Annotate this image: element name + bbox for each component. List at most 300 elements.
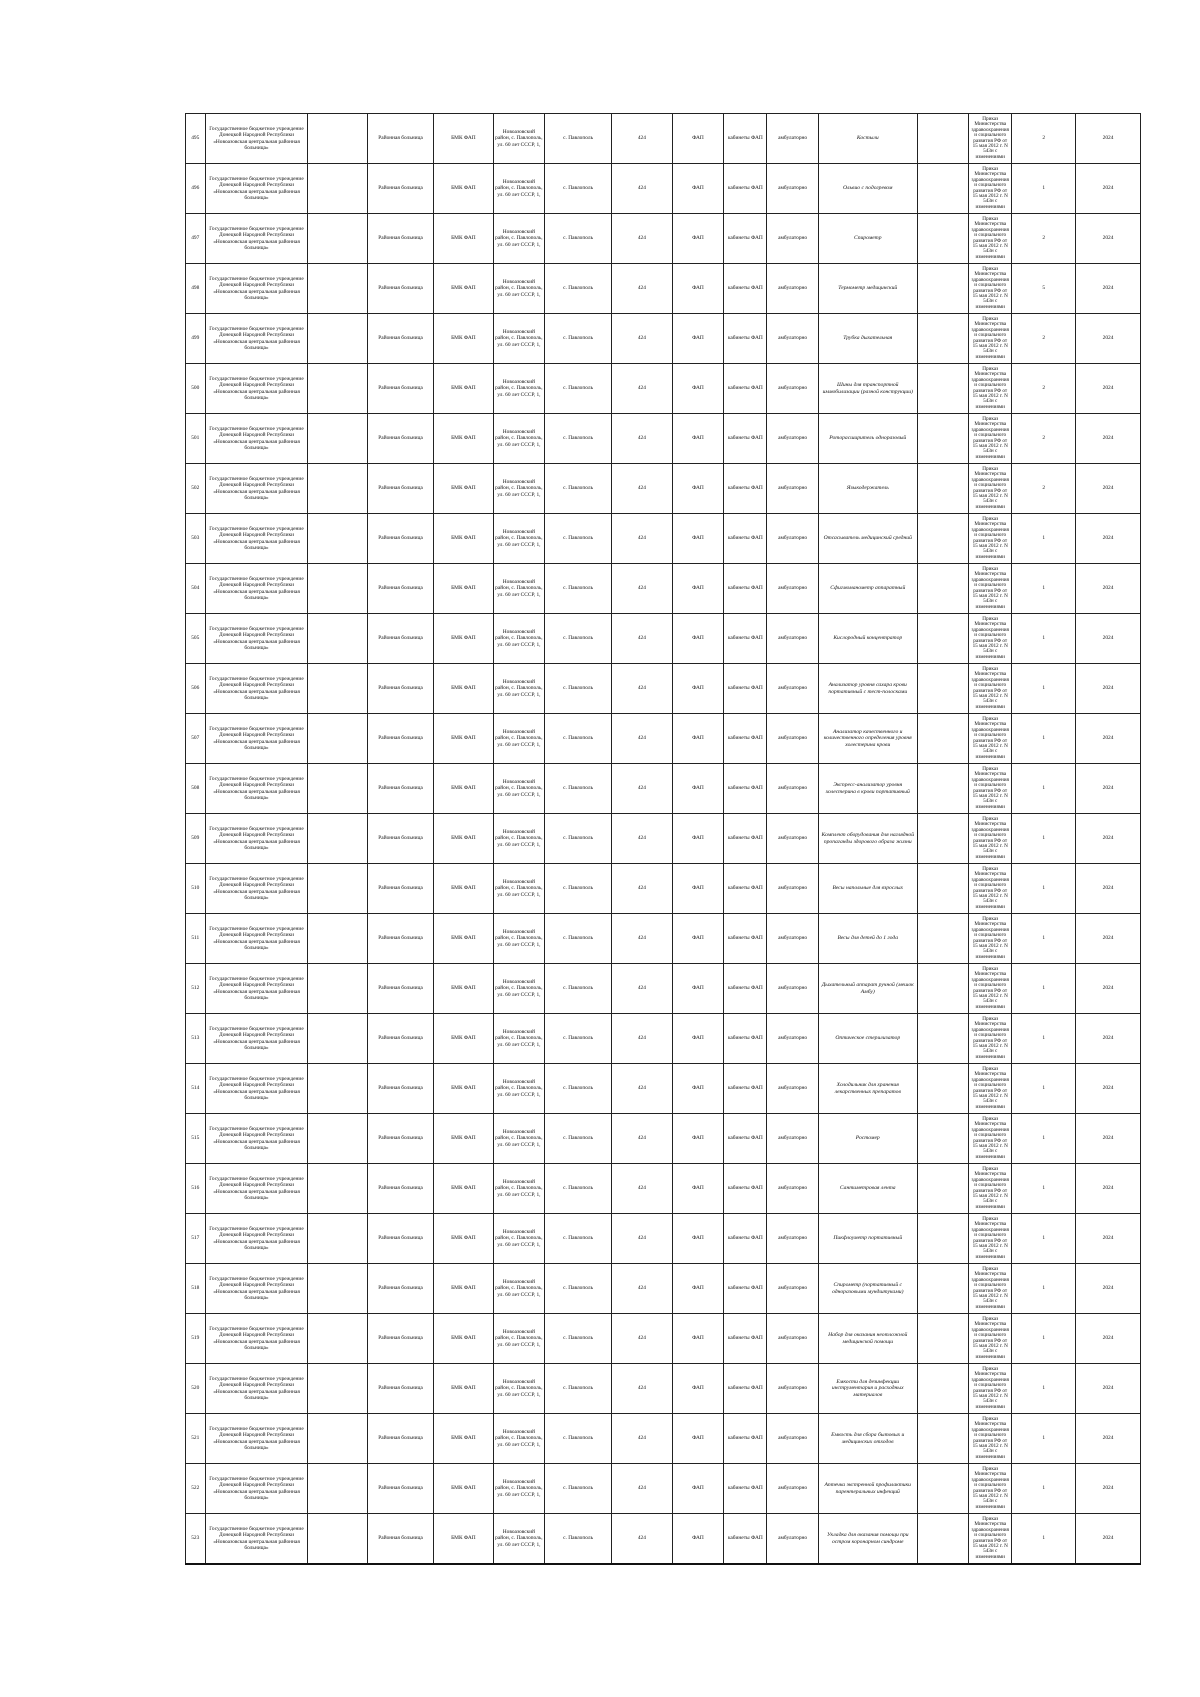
empty-cell xyxy=(308,914,368,964)
address-cell: Новоазовский район, с. Павлополь, ул. 60 лет СССР, 1, xyxy=(493,264,544,314)
hospital-type-cell: Районная больница xyxy=(368,1364,434,1414)
year-cell: 2024 xyxy=(1076,1014,1141,1064)
room-cell: кабинеты ФАП xyxy=(724,764,767,814)
population-cell: 424 xyxy=(612,364,673,414)
room-cell: кабинеты ФАП xyxy=(724,1264,767,1314)
equipment-item-cell: Холодильник для хранения лекарственных препаратов xyxy=(818,1064,917,1114)
year-cell: 2024 xyxy=(1076,214,1141,264)
address-cell: Новоазовский район, с. Павлополь, ул. 60 лет СССР, 1, xyxy=(493,1314,544,1364)
year-cell: 2024 xyxy=(1076,164,1141,214)
care-type-cell: амбулаторно xyxy=(767,214,818,264)
care-type-cell: амбулаторно xyxy=(767,314,818,364)
facility-cell: ФАП xyxy=(672,864,723,914)
equipment-item-cell: Спирометр xyxy=(818,214,917,264)
table-row xyxy=(186,664,1141,714)
address-cell: Новоазовский район, с. Павлополь, ул. 60 лет СССР, 1, xyxy=(493,664,544,714)
room-cell: кабинеты ФАП xyxy=(724,1364,767,1414)
row-number-cell: 496 xyxy=(186,164,206,214)
regulation-cell: Приказ Министерства здравоохранения и социального развития РФ от 15 мая 2012 г. N 543н с изменениями xyxy=(969,214,1012,264)
address-cell: Новоазовский район, с. Павлополь, ул. 60 лет СССР, 1, xyxy=(493,314,544,364)
unit-cell: БМК ФАП xyxy=(434,1064,494,1114)
care-type-cell: амбулаторно xyxy=(767,814,818,864)
population-cell: 424 xyxy=(612,214,673,264)
empty-cell xyxy=(308,1514,368,1565)
quantity-cell: 1 xyxy=(1012,964,1076,1014)
empty-cell xyxy=(308,364,368,414)
regulation-cell: Приказ Министерства здравоохранения и социального развития РФ от 15 мая 2012 г. N 543н с изменениями xyxy=(969,814,1012,864)
empty-cell xyxy=(308,1464,368,1514)
row-number-cell: 509 xyxy=(186,814,206,864)
year-cell: 2024 xyxy=(1076,964,1141,1014)
care-type-cell: амбулаторно xyxy=(767,1214,818,1264)
table-row xyxy=(186,314,1141,364)
empty-cell xyxy=(308,164,368,214)
settlement-cell: с. Павлополь xyxy=(545,1314,612,1364)
organization-cell: Государственное бюджетное учреждение Донецкой Народной Республики «Новоазовская центральная районная больница» xyxy=(205,1314,308,1364)
row-number-cell: 511 xyxy=(186,914,206,964)
quantity-cell: 1 xyxy=(1012,914,1076,964)
care-type-cell: амбулаторно xyxy=(767,1514,818,1565)
empty-cell xyxy=(917,914,968,964)
population-cell: 424 xyxy=(612,1164,673,1214)
population-cell: 424 xyxy=(612,1064,673,1114)
facility-cell: ФАП xyxy=(672,1364,723,1414)
row-number-cell: 507 xyxy=(186,714,206,764)
regulation-cell: Приказ Министерства здравоохранения и социального развития РФ от 15 мая 2012 г. N 543н с изменениями xyxy=(969,764,1012,814)
year-cell: 2024 xyxy=(1076,1314,1141,1364)
organization-cell: Государственное бюджетное учреждение Донецкой Народной Республики «Новоазовская центральная районная больница» xyxy=(205,514,308,564)
hospital-type-cell: Районная больница xyxy=(368,464,434,514)
year-cell: 2024 xyxy=(1076,914,1141,964)
facility-cell: ФАП xyxy=(672,1214,723,1264)
row-number-cell: 521 xyxy=(186,1414,206,1464)
settlement-cell: с. Павлополь xyxy=(545,264,612,314)
room-cell: кабинеты ФАП xyxy=(724,814,767,864)
regulation-cell: Приказ Министерства здравоохранения и социального развития РФ от 15 мая 2012 г. N 543н с изменениями xyxy=(969,864,1012,914)
facility-cell: ФАП xyxy=(672,1264,723,1314)
settlement-cell: с. Павлополь xyxy=(545,1514,612,1565)
row-number-cell: 520 xyxy=(186,1364,206,1414)
equipment-item-cell: Кислородный концентратор xyxy=(818,614,917,664)
regulation-cell: Приказ Министерства здравоохранения и социального развития РФ от 15 мая 2012 г. N 543н с изменениями xyxy=(969,664,1012,714)
settlement-cell: с. Павлополь xyxy=(545,1164,612,1214)
address-cell: Новоазовский район, с. Павлополь, ул. 60 лет СССР, 1, xyxy=(493,1164,544,1214)
empty-cell xyxy=(308,714,368,764)
empty-cell xyxy=(308,864,368,914)
population-cell: 424 xyxy=(612,514,673,564)
organization-cell: Государственное бюджетное учреждение Донецкой Народной Республики «Новоазовская центральная районная больница» xyxy=(205,1214,308,1264)
settlement-cell: с. Павлополь xyxy=(545,514,612,564)
equipment-item-cell: Экспресс-анализатор уровня холестерина в крови портативный xyxy=(818,764,917,814)
table-row xyxy=(186,1214,1141,1264)
empty-cell xyxy=(308,464,368,514)
settlement-cell: с. Павлополь xyxy=(545,864,612,914)
care-type-cell: амбулаторно xyxy=(767,464,818,514)
hospital-type-cell: Районная больница xyxy=(368,1064,434,1114)
empty-cell xyxy=(917,564,968,614)
hospital-type-cell: Районная больница xyxy=(368,514,434,564)
year-cell: 2024 xyxy=(1076,1114,1141,1164)
hospital-type-cell: Районная больница xyxy=(368,814,434,864)
quantity-cell: 1 xyxy=(1012,864,1076,914)
unit-cell: БМК ФАП xyxy=(434,814,494,864)
quantity-cell: 1 xyxy=(1012,1064,1076,1114)
table-row xyxy=(186,414,1141,464)
organization-cell: Государственное бюджетное учреждение Донецкой Народной Республики «Новоазовская центральная районная больница» xyxy=(205,414,308,464)
hospital-type-cell: Районная больница xyxy=(368,1114,434,1164)
empty-cell xyxy=(308,764,368,814)
empty-cell xyxy=(308,1264,368,1314)
settlement-cell: с. Павлополь xyxy=(545,1214,612,1264)
regulation-cell: Приказ Министерства здравоохранения и социального развития РФ от 15 мая 2012 г. N 543н с изменениями xyxy=(969,514,1012,564)
hospital-type-cell: Районная больница xyxy=(368,1314,434,1364)
room-cell: кабинеты ФАП xyxy=(724,214,767,264)
organization-cell: Государственное бюджетное учреждение Донецкой Народной Республики «Новоазовская центральная районная больница» xyxy=(205,214,308,264)
empty-cell xyxy=(917,164,968,214)
year-cell: 2024 xyxy=(1076,764,1141,814)
empty-cell xyxy=(917,264,968,314)
population-cell: 424 xyxy=(612,664,673,714)
regulation-cell: Приказ Министерства здравоохранения и социального развития РФ от 15 мая 2012 г. N 543н с изменениями xyxy=(969,614,1012,664)
equipment-item-cell: Ростомер xyxy=(818,1114,917,1164)
row-number-cell: 508 xyxy=(186,764,206,814)
facility-cell: ФАП xyxy=(672,1314,723,1364)
table-row xyxy=(186,1364,1141,1414)
address-cell: Новоазовский район, с. Павлополь, ул. 60 лет СССР, 1, xyxy=(493,614,544,664)
unit-cell: БМК ФАП xyxy=(434,364,494,414)
care-type-cell: амбулаторно xyxy=(767,364,818,414)
unit-cell: БМК ФАП xyxy=(434,1314,494,1364)
organization-cell: Государственное бюджетное учреждение Донецкой Народной Республики «Новоазовская центральная районная больница» xyxy=(205,114,308,164)
unit-cell: БМК ФАП xyxy=(434,1114,494,1164)
row-number-cell: 522 xyxy=(186,1464,206,1514)
care-type-cell: амбулаторно xyxy=(767,664,818,714)
address-cell: Новоазовский район, с. Павлополь, ул. 60 лет СССР, 1, xyxy=(493,564,544,614)
facility-cell: ФАП xyxy=(672,814,723,864)
unit-cell: БМК ФАП xyxy=(434,464,494,514)
table-row xyxy=(186,1064,1141,1114)
empty-cell xyxy=(917,664,968,714)
quantity-cell: 1 xyxy=(1012,1264,1076,1314)
care-type-cell: амбулаторно xyxy=(767,614,818,664)
year-cell: 2024 xyxy=(1076,514,1141,564)
population-cell: 424 xyxy=(612,1014,673,1064)
population-cell: 424 xyxy=(612,814,673,864)
population-cell: 424 xyxy=(612,1264,673,1314)
room-cell: кабинеты ФАП xyxy=(724,264,767,314)
care-type-cell: амбулаторно xyxy=(767,764,818,814)
facility-cell: ФАП xyxy=(672,1514,723,1565)
empty-cell xyxy=(917,464,968,514)
population-cell: 424 xyxy=(612,614,673,664)
regulation-cell: Приказ Министерства здравоохранения и социального развития РФ от 15 мая 2012 г. N 543н с изменениями xyxy=(969,1264,1012,1314)
year-cell: 2024 xyxy=(1076,814,1141,864)
table-row xyxy=(186,614,1141,664)
regulation-cell: Приказ Министерства здравоохранения и социального развития РФ от 15 мая 2012 г. N 543н с изменениями xyxy=(969,164,1012,214)
hospital-type-cell: Районная больница xyxy=(368,1214,434,1264)
regulation-cell: Приказ Министерства здравоохранения и социального развития РФ от 15 мая 2012 г. N 543н с изменениями xyxy=(969,1164,1012,1214)
equipment-item-cell: Набор для оказания неотложной медицинской помощи xyxy=(818,1314,917,1364)
facility-cell: ФАП xyxy=(672,264,723,314)
facility-cell: ФАП xyxy=(672,914,723,964)
facility-cell: ФАП xyxy=(672,1414,723,1464)
room-cell: кабинеты ФАП xyxy=(724,664,767,714)
year-cell: 2024 xyxy=(1076,1164,1141,1214)
row-number-cell: 495 xyxy=(186,114,206,164)
hospital-type-cell: Районная больница xyxy=(368,414,434,464)
room-cell: кабинеты ФАП xyxy=(724,564,767,614)
hospital-type-cell: Районная больница xyxy=(368,664,434,714)
unit-cell: БМК ФАП xyxy=(434,964,494,1014)
table-row xyxy=(186,464,1141,514)
care-type-cell: амбулаторно xyxy=(767,864,818,914)
hospital-type-cell: Районная больница xyxy=(368,264,434,314)
care-type-cell: амбулаторно xyxy=(767,264,818,314)
year-cell: 2024 xyxy=(1076,1214,1141,1264)
settlement-cell: с. Павлополь xyxy=(545,1064,612,1114)
settlement-cell: с. Павлополь xyxy=(545,164,612,214)
address-cell: Новоазовский район, с. Павлополь, ул. 60 лет СССР, 1, xyxy=(493,814,544,864)
population-cell: 424 xyxy=(612,714,673,764)
year-cell: 2024 xyxy=(1076,1364,1141,1414)
empty-cell xyxy=(308,1014,368,1064)
organization-cell: Государственное бюджетное учреждение Донецкой Народной Республики «Новоазовская центральная районная больница» xyxy=(205,1514,308,1565)
room-cell: кабинеты ФАП xyxy=(724,964,767,1014)
population-cell: 424 xyxy=(612,914,673,964)
settlement-cell: с. Павлополь xyxy=(545,664,612,714)
quantity-cell: 2 xyxy=(1012,414,1076,464)
unit-cell: БМК ФАП xyxy=(434,1264,494,1314)
quantity-cell: 1 xyxy=(1012,614,1076,664)
equipment-item-cell: Отсасыватель медицинский средний xyxy=(818,514,917,564)
empty-cell xyxy=(308,264,368,314)
regulation-cell: Приказ Министерства здравоохранения и социального развития РФ от 15 мая 2012 г. N 543н с изменениями xyxy=(969,364,1012,414)
hospital-type-cell: Районная больница xyxy=(368,164,434,214)
address-cell: Новоазовский район, с. Павлополь, ул. 60 лет СССР, 1, xyxy=(493,964,544,1014)
organization-cell: Государственное бюджетное учреждение Донецкой Народной Республики «Новоазовская центральная районная больница» xyxy=(205,1164,308,1214)
care-type-cell: амбулаторно xyxy=(767,1014,818,1064)
settlement-cell: с. Павлополь xyxy=(545,314,612,364)
row-number-cell: 512 xyxy=(186,964,206,1014)
facility-cell: ФАП xyxy=(672,314,723,364)
table-row xyxy=(186,264,1141,314)
population-cell: 424 xyxy=(612,1364,673,1414)
equipment-item-cell: Языкодержатель xyxy=(818,464,917,514)
empty-cell xyxy=(308,1314,368,1364)
equipment-item-cell: Пикфлоуметр портативный xyxy=(818,1214,917,1264)
empty-cell xyxy=(308,964,368,1014)
row-number-cell: 503 xyxy=(186,514,206,564)
row-number-cell: 497 xyxy=(186,214,206,264)
year-cell: 2024 xyxy=(1076,614,1141,664)
population-cell: 424 xyxy=(612,464,673,514)
empty-cell xyxy=(308,214,368,264)
hospital-type-cell: Районная больница xyxy=(368,964,434,1014)
empty-cell xyxy=(308,1364,368,1414)
care-type-cell: амбулаторно xyxy=(767,1064,818,1114)
equipment-item-cell: Анализатор уровня сахара крови портативный с тест-полосками xyxy=(818,664,917,714)
empty-cell xyxy=(917,514,968,564)
quantity-cell: 1 xyxy=(1012,764,1076,814)
unit-cell: БМК ФАП xyxy=(434,714,494,764)
hospital-type-cell: Районная больница xyxy=(368,1014,434,1064)
year-cell: 2024 xyxy=(1076,314,1141,364)
row-number-cell: 513 xyxy=(186,1014,206,1064)
organization-cell: Государственное бюджетное учреждение Донецкой Народной Республики «Новоазовская центральная районная больница» xyxy=(205,764,308,814)
organization-cell: Государственное бюджетное учреждение Донецкой Народной Республики «Новоазовская центральная районная больница» xyxy=(205,964,308,1014)
row-number-cell: 523 xyxy=(186,1514,206,1565)
settlement-cell: с. Павлополь xyxy=(545,814,612,864)
regulation-cell: Приказ Министерства здравоохранения и социального развития РФ от 15 мая 2012 г. N 543н с изменениями xyxy=(969,1364,1012,1414)
settlement-cell: с. Павлополь xyxy=(545,464,612,514)
room-cell: кабинеты ФАП xyxy=(724,714,767,764)
row-number-cell: 498 xyxy=(186,264,206,314)
room-cell: кабинеты ФАП xyxy=(724,1164,767,1214)
room-cell: кабинеты ФАП xyxy=(724,1014,767,1064)
organization-cell: Государственное бюджетное учреждение Донецкой Народной Республики «Новоазовская центральная районная больница» xyxy=(205,1064,308,1114)
population-cell: 424 xyxy=(612,864,673,914)
settlement-cell: с. Павлополь xyxy=(545,414,612,464)
quantity-cell: 1 xyxy=(1012,1514,1076,1565)
population-cell: 424 xyxy=(612,264,673,314)
organization-cell: Государственное бюджетное учреждение Донецкой Народной Республики «Новоазовская центральная районная больница» xyxy=(205,1264,308,1314)
row-number-cell: 505 xyxy=(186,614,206,664)
address-cell: Новоазовский район, с. Павлополь, ул. 60 лет СССР, 1, xyxy=(493,1214,544,1264)
empty-cell xyxy=(917,1164,968,1214)
regulation-cell: Приказ Министерства здравоохранения и социального развития РФ от 15 мая 2012 г. N 543н с изменениями xyxy=(969,564,1012,614)
table-row xyxy=(186,114,1141,164)
regulation-cell: Приказ Министерства здравоохранения и социального развития РФ от 15 мая 2012 г. N 543н с изменениями xyxy=(969,314,1012,364)
equipment-table xyxy=(185,113,1141,1565)
equipment-item-cell: Сфигмоманометр аппаратный xyxy=(818,564,917,614)
equipment-item-cell: Комплект оборудования для наглядной пропаганды здорового образа жизни xyxy=(818,814,917,864)
empty-cell xyxy=(917,1364,968,1414)
hospital-type-cell: Районная больница xyxy=(368,114,434,164)
facility-cell: ФАП xyxy=(672,1114,723,1164)
table-row xyxy=(186,864,1141,914)
table-row xyxy=(186,1464,1141,1514)
empty-cell xyxy=(917,414,968,464)
care-type-cell: амбулаторно xyxy=(767,714,818,764)
room-cell: кабинеты ФАП xyxy=(724,614,767,664)
table-row xyxy=(186,1164,1141,1214)
population-cell: 424 xyxy=(612,114,673,164)
population-cell: 424 xyxy=(612,164,673,214)
unit-cell: БМК ФАП xyxy=(434,764,494,814)
empty-cell xyxy=(308,514,368,564)
regulation-cell: Приказ Министерства здравоохранения и социального развития РФ от 15 мая 2012 г. N 543н с изменениями xyxy=(969,1514,1012,1565)
quantity-cell: 1 xyxy=(1012,164,1076,214)
empty-cell xyxy=(917,864,968,914)
address-cell: Новоазовский район, с. Павлополь, ул. 60 лет СССР, 1, xyxy=(493,714,544,764)
table-row xyxy=(186,764,1141,814)
address-cell: Новоазовский район, с. Павлополь, ул. 60 лет СССР, 1, xyxy=(493,764,544,814)
settlement-cell: с. Павлополь xyxy=(545,1114,612,1164)
quantity-cell: 1 xyxy=(1012,1364,1076,1414)
year-cell: 2024 xyxy=(1076,464,1141,514)
regulation-cell: Приказ Министерства здравоохранения и социального развития РФ от 15 мая 2012 г. N 543н с изменениями xyxy=(969,414,1012,464)
unit-cell: БМК ФАП xyxy=(434,1514,494,1565)
equipment-item-cell: Сантиметровая лента xyxy=(818,1164,917,1214)
unit-cell: БМК ФАП xyxy=(434,914,494,964)
room-cell: кабинеты ФАП xyxy=(724,864,767,914)
room-cell: кабинеты ФАП xyxy=(724,1314,767,1364)
empty-cell xyxy=(917,814,968,864)
equipment-item-cell: Термометр медицинский xyxy=(818,264,917,314)
equipment-item-cell: Костыли xyxy=(818,114,917,164)
row-number-cell: 517 xyxy=(186,1214,206,1264)
address-cell: Новоазовский район, с. Павлополь, ул. 60 лет СССР, 1, xyxy=(493,1514,544,1565)
table-row xyxy=(186,814,1141,864)
empty-cell xyxy=(917,114,968,164)
empty-cell xyxy=(917,1064,968,1114)
room-cell: кабинеты ФАП xyxy=(724,514,767,564)
year-cell: 2024 xyxy=(1076,864,1141,914)
row-number-cell: 504 xyxy=(186,564,206,614)
settlement-cell: с. Павлополь xyxy=(545,214,612,264)
unit-cell: БМК ФАП xyxy=(434,1014,494,1064)
table-row xyxy=(186,1264,1141,1314)
organization-cell: Государственное бюджетное учреждение Донецкой Народной Республики «Новоазовская центральная районная больница» xyxy=(205,564,308,614)
empty-cell xyxy=(308,1214,368,1264)
regulation-cell: Приказ Министерства здравоохранения и социального развития РФ от 15 мая 2012 г. N 543н с изменениями xyxy=(969,1214,1012,1264)
regulation-cell: Приказ Министерства здравоохранения и социального развития РФ от 15 мая 2012 г. N 543н с изменениями xyxy=(969,114,1012,164)
room-cell: кабинеты ФАП xyxy=(724,364,767,414)
population-cell: 424 xyxy=(612,964,673,1014)
row-number-cell: 501 xyxy=(186,414,206,464)
equipment-item-cell: Весы для детей до 1 года xyxy=(818,914,917,964)
unit-cell: БМК ФАП xyxy=(434,1164,494,1214)
equipment-item-cell: Аптечка экстренной профилактики парентеральных инфекций xyxy=(818,1464,917,1514)
equipment-item-cell: Весы напольные для взрослых xyxy=(818,864,917,914)
empty-cell xyxy=(917,1114,968,1164)
year-cell: 2024 xyxy=(1076,414,1141,464)
room-cell: кабинеты ФАП xyxy=(724,164,767,214)
quantity-cell: 1 xyxy=(1012,514,1076,564)
regulation-cell: Приказ Министерства здравоохранения и социального развития РФ от 15 мая 2012 г. N 543н с изменениями xyxy=(969,1464,1012,1514)
equipment-item-cell: Спирометр (портативный с одноразовыми мундштуками) xyxy=(818,1264,917,1314)
organization-cell: Государственное бюджетное учреждение Донецкой Народной Республики «Новоазовская центральная районная больница» xyxy=(205,1014,308,1064)
facility-cell: ФАП xyxy=(672,714,723,764)
empty-cell xyxy=(308,1164,368,1214)
address-cell: Новоазовский район, с. Павлополь, ул. 60 лет СССР, 1, xyxy=(493,1364,544,1414)
facility-cell: ФАП xyxy=(672,1064,723,1114)
year-cell: 2024 xyxy=(1076,1264,1141,1314)
organization-cell: Государственное бюджетное учреждение Донецкой Народной Республики «Новоазовская центральная районная больница» xyxy=(205,164,308,214)
unit-cell: БМК ФАП xyxy=(434,164,494,214)
hospital-type-cell: Районная больница xyxy=(368,564,434,614)
address-cell: Новоазовский район, с. Павлополь, ул. 60 лет СССР, 1, xyxy=(493,464,544,514)
room-cell: кабинеты ФАП xyxy=(724,1214,767,1264)
row-number-cell: 499 xyxy=(186,314,206,364)
settlement-cell: с. Павлополь xyxy=(545,1464,612,1514)
unit-cell: БМК ФАП xyxy=(434,114,494,164)
population-cell: 424 xyxy=(612,1514,673,1565)
table-row xyxy=(186,1514,1141,1565)
organization-cell: Государственное бюджетное учреждение Донецкой Народной Республики «Новоазовская центральная районная больница» xyxy=(205,364,308,414)
care-type-cell: амбулаторно xyxy=(767,964,818,1014)
year-cell: 2024 xyxy=(1076,1514,1141,1565)
year-cell: 2024 xyxy=(1076,364,1141,414)
care-type-cell: амбулаторно xyxy=(767,1464,818,1514)
settlement-cell: с. Павлополь xyxy=(545,114,612,164)
unit-cell: БМК ФАП xyxy=(434,1214,494,1264)
table-row xyxy=(186,714,1141,764)
regulation-cell: Приказ Министерства здравоохранения и социального развития РФ от 15 мая 2012 г. N 543н с изменениями xyxy=(969,914,1012,964)
row-number-cell: 516 xyxy=(186,1164,206,1214)
organization-cell: Государственное бюджетное учреждение Донецкой Народной Республики «Новоазовская центральная районная больница» xyxy=(205,664,308,714)
quantity-cell: 1 xyxy=(1012,564,1076,614)
